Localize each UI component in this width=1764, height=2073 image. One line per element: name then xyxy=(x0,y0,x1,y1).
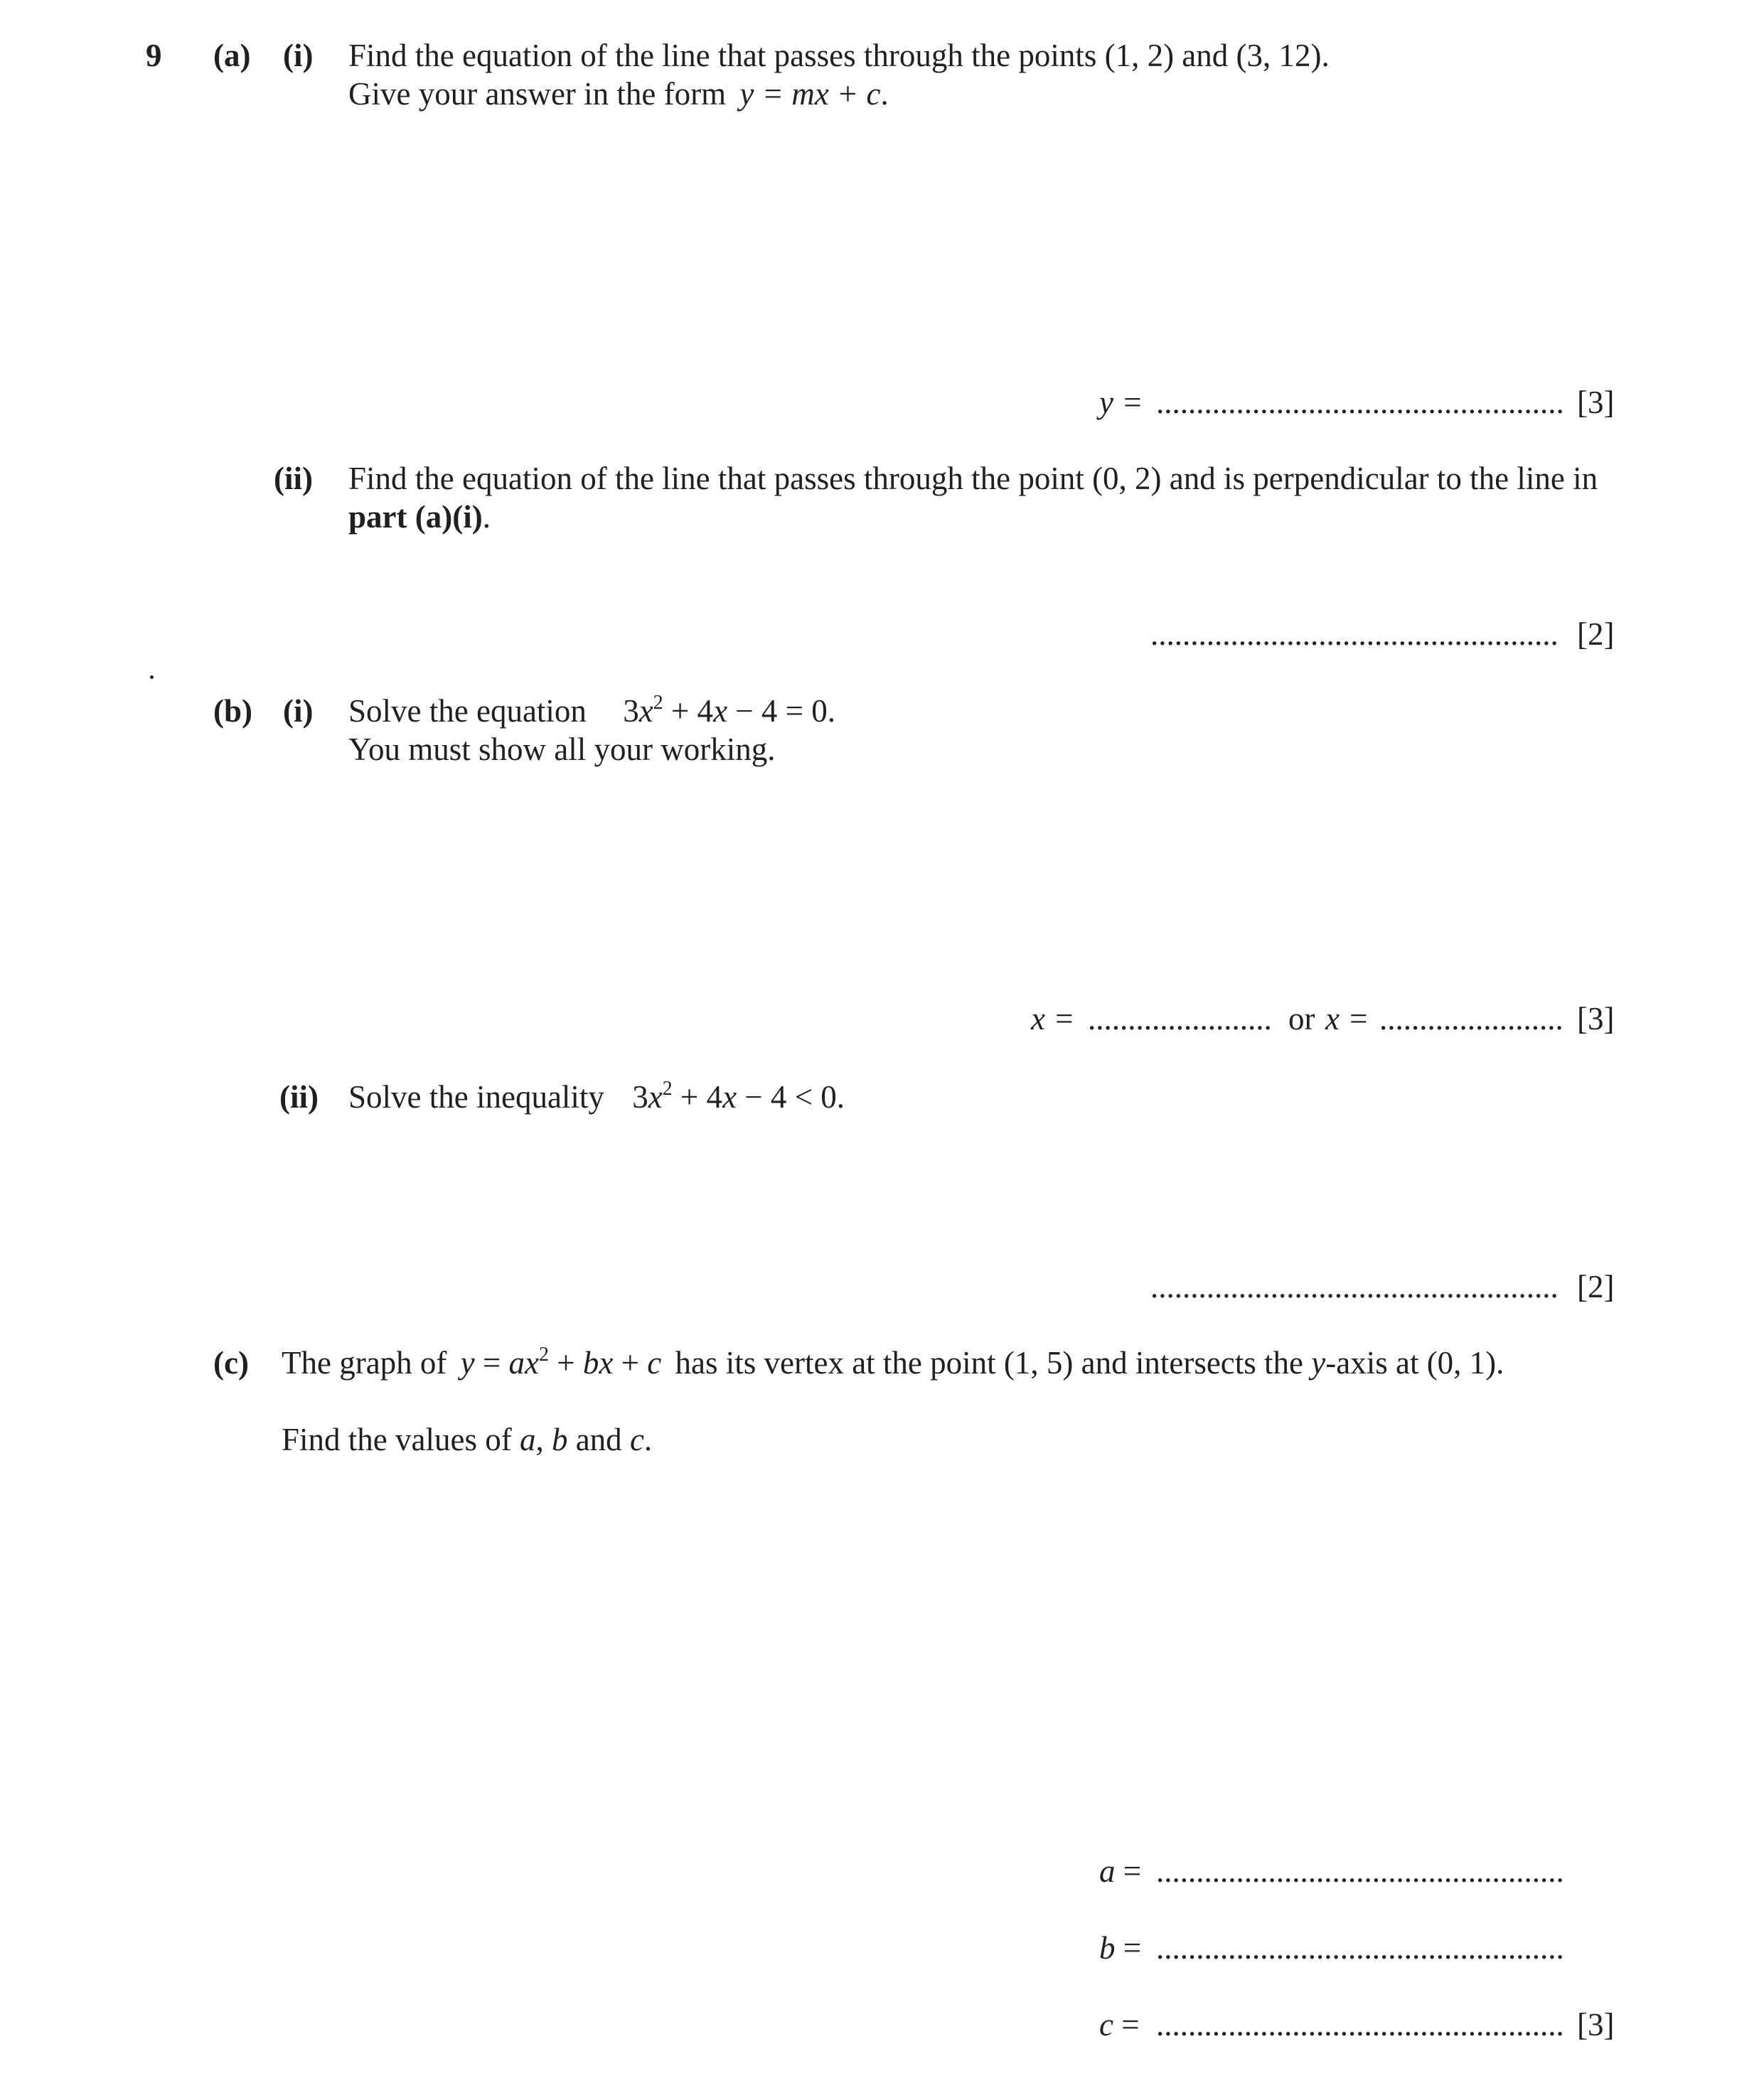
part-a-ii-period: . xyxy=(482,499,491,535)
part-b-i-text: Solve the equation xyxy=(348,693,587,729)
eq-rest-b: − 4 = 0. xyxy=(727,693,836,729)
eq-rest-a: + 4 xyxy=(663,693,714,729)
part-c-period: . xyxy=(643,1422,653,1457)
stray-dot xyxy=(150,675,154,679)
part-c-and: and xyxy=(575,1422,622,1457)
part-a-label: (a) xyxy=(213,38,251,73)
part-a-i-line1: Find the equation of the line that passes through the points (1, 2) and (3, 12). xyxy=(348,38,1330,73)
answer-c-c-field[interactable]: ................................................... xyxy=(1156,2007,1564,2042)
ineq-var2: x xyxy=(722,1079,737,1115)
part-b-i-line1 xyxy=(348,692,836,729)
answer-b-i-x1: x = xyxy=(1031,1001,1075,1036)
part-a-i-line2-text: Give your answer in the form xyxy=(348,76,727,112)
part-c-line2 xyxy=(282,1424,652,1456)
c-eq-c: c xyxy=(647,1345,662,1381)
c-eq-y: y xyxy=(460,1345,475,1381)
answer-c-a-var: a xyxy=(1099,1853,1116,1889)
c-eq-eq: = xyxy=(474,1345,509,1381)
answer-c-c-row xyxy=(1099,2009,1140,2041)
marks-b-ii: [2] xyxy=(1577,1269,1615,1305)
question-number: 9 xyxy=(146,38,162,73)
part-c-var-a: a xyxy=(519,1422,536,1457)
answer-c-b-eq: = xyxy=(1123,1930,1142,1966)
answer-c-a-field[interactable]: ................................................... xyxy=(1156,1853,1564,1889)
part-b-i-label: (i) xyxy=(283,693,314,729)
ineq-rest-b: − 4 < 0. xyxy=(737,1079,845,1115)
marks-a-i: [3] xyxy=(1577,385,1615,420)
answer-c-a-eq: = xyxy=(1123,1853,1142,1889)
eq-var: x xyxy=(638,693,653,729)
ineq-coef: 3 xyxy=(632,1079,648,1115)
c-eq-plus2: + xyxy=(613,1345,648,1381)
answer-a-i-prefix: y = xyxy=(1099,385,1143,420)
part-c-text-a: The graph of xyxy=(282,1345,447,1381)
answer-c-b-field[interactable]: ................................................... xyxy=(1156,1930,1564,1966)
answer-a-i-field[interactable]: ................................................... xyxy=(1156,385,1564,420)
part-c-find-text: Find the values of xyxy=(282,1422,512,1457)
part-c-text-b: has its vertex at the point (1, 5) and intersects the xyxy=(675,1345,1304,1381)
part-b-ii-label: (ii) xyxy=(279,1079,319,1115)
ineq-sup: 2 xyxy=(662,1078,673,1100)
c-eq-ax: ax xyxy=(508,1345,540,1381)
part-a-ii-label: (ii) xyxy=(274,461,313,496)
part-a-i-label: (i) xyxy=(283,38,314,73)
answer-b-ii-field[interactable]: ................................................... xyxy=(1150,1269,1559,1305)
part-a-i-line2 xyxy=(348,78,889,110)
eq-var2: x xyxy=(713,693,728,729)
part-a-ii-ref: part (a)(i) xyxy=(348,499,483,535)
part-a-ii-line2 xyxy=(348,501,491,533)
part-b-label: (b) xyxy=(213,693,252,729)
ineq-var: x xyxy=(648,1079,663,1115)
part-b-ii-text: Solve the inequality xyxy=(348,1079,604,1115)
part-c-text-c: -axis at (0, 1). xyxy=(1325,1345,1504,1381)
answer-c-c-eq: = xyxy=(1121,2007,1140,2042)
part-b-ii-inequality xyxy=(632,1079,845,1115)
marks-c: [3] xyxy=(1577,2007,1615,2042)
answer-b-i-field1[interactable]: ....................... xyxy=(1088,1001,1272,1036)
part-b-i-line2: You must show all your working. xyxy=(348,732,776,767)
part-c-line1 xyxy=(282,1344,1504,1381)
answer-c-b-var: b xyxy=(1099,1930,1116,1966)
ineq-rest-a: + 4 xyxy=(672,1079,723,1115)
answer-a-ii-field[interactable]: ................................................... xyxy=(1150,616,1559,652)
answer-b-i-or: or xyxy=(1288,1001,1315,1036)
part-c-var-c: c xyxy=(629,1422,644,1457)
answer-b-i-x2: x = xyxy=(1325,1001,1369,1036)
part-b-i-equation xyxy=(623,693,835,729)
eq-sup: 2 xyxy=(653,692,663,714)
part-c-var-b: b xyxy=(551,1422,568,1457)
part-c-y-axis-var: y xyxy=(1311,1345,1326,1381)
part-a-i-period: . xyxy=(880,76,889,112)
answer-b-i-field2[interactable]: ....................... xyxy=(1379,1001,1563,1036)
c-eq-sup: 2 xyxy=(539,1344,550,1366)
eq-coef: 3 xyxy=(623,693,639,729)
marks-a-ii: [2] xyxy=(1577,616,1615,652)
answer-c-a-row xyxy=(1099,1855,1141,1887)
part-a-ii-line1: Find the equation of the line that passes through the point (0, 2) and is perpendicular to the line in xyxy=(348,461,1598,496)
marks-b-i: [3] xyxy=(1577,1001,1615,1036)
part-c-label: (c) xyxy=(213,1345,249,1381)
answer-c-c-var: c xyxy=(1099,2007,1113,2042)
answer-c-b-row xyxy=(1099,1932,1141,1964)
part-a-i-form: y = mx + c xyxy=(739,76,881,112)
c-eq-bx: bx xyxy=(582,1345,614,1381)
part-b-ii-line1 xyxy=(348,1078,845,1115)
c-eq-plus: + xyxy=(549,1345,583,1381)
part-c-comma: , xyxy=(535,1422,544,1457)
part-c-equation xyxy=(461,1345,662,1381)
